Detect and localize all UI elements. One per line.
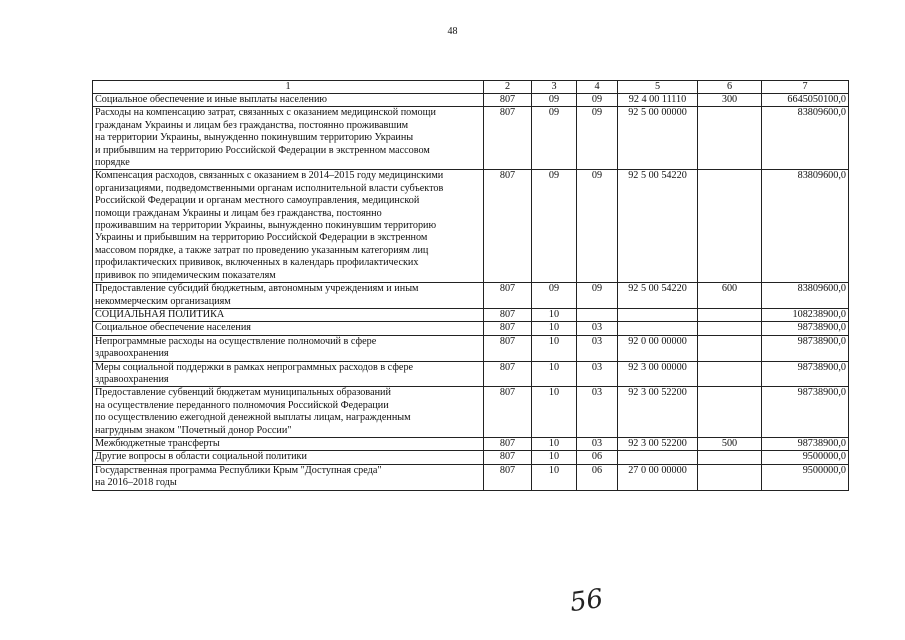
budget-table bbox=[92, 80, 849, 491]
row-col-2-cell: 807 bbox=[484, 308, 532, 321]
row-col-5-cell bbox=[618, 451, 698, 464]
row-col-5-cell: 92 5 00 54220 bbox=[618, 170, 698, 283]
header-col-7: 7 bbox=[762, 81, 849, 94]
row-name-cell: Меры социальной поддержки в рамках непрограммных расходов в сфере здравоохранения bbox=[93, 361, 484, 387]
row-col-4-cell: 03 bbox=[577, 322, 618, 335]
row-col-6-cell: 500 bbox=[698, 437, 762, 450]
row-col-5-cell: 92 3 00 52200 bbox=[618, 437, 698, 450]
header-col-1: 1 bbox=[93, 81, 484, 94]
row-col-3-cell: 10 bbox=[532, 437, 577, 450]
row-col-6-cell bbox=[698, 170, 762, 283]
row-col-2-cell: 807 bbox=[484, 335, 532, 361]
row-col-2-cell: 807 bbox=[484, 107, 532, 170]
table-body bbox=[93, 94, 849, 491]
row-col-7-cell: 98738900,0 bbox=[762, 361, 849, 387]
row-col-6-cell bbox=[698, 361, 762, 387]
row-col-7-cell: 83809600,0 bbox=[762, 107, 849, 170]
row-col-2-cell: 807 bbox=[484, 322, 532, 335]
table-row bbox=[93, 322, 849, 335]
row-col-7-cell: 98738900,0 bbox=[762, 437, 849, 450]
row-col-3-cell: 09 bbox=[532, 283, 577, 309]
row-col-2-cell: 807 bbox=[484, 361, 532, 387]
row-name-cell: Другие вопросы в области социальной политики bbox=[93, 451, 484, 464]
header-col-2: 2 bbox=[484, 81, 532, 94]
row-col-2-cell: 807 bbox=[484, 451, 532, 464]
row-col-2-cell: 807 bbox=[484, 387, 532, 438]
row-col-6-cell: 300 bbox=[698, 94, 762, 107]
row-col-5-cell bbox=[618, 322, 698, 335]
row-col-7-cell: 108238900,0 bbox=[762, 308, 849, 321]
row-col-7-cell: 98738900,0 bbox=[762, 335, 849, 361]
row-col-7-cell: 6645050100,0 bbox=[762, 94, 849, 107]
table-row bbox=[93, 107, 849, 170]
row-col-6-cell bbox=[698, 335, 762, 361]
row-col-4-cell: 09 bbox=[577, 94, 618, 107]
row-col-6-cell bbox=[698, 451, 762, 464]
row-col-4-cell: 03 bbox=[577, 437, 618, 450]
row-col-4-cell bbox=[577, 308, 618, 321]
row-col-2-cell: 807 bbox=[484, 170, 532, 283]
row-col-2-cell: 807 bbox=[484, 464, 532, 490]
row-col-3-cell: 10 bbox=[532, 308, 577, 321]
row-col-2-cell: 807 bbox=[484, 437, 532, 450]
row-col-4-cell: 09 bbox=[577, 170, 618, 283]
page-number: 48 bbox=[447, 26, 458, 37]
row-col-3-cell: 10 bbox=[532, 464, 577, 490]
row-name-cell: Государственная программа Республики Крым "Доступная среда" на 2016–2018 годы bbox=[93, 464, 484, 490]
row-col-4-cell: 09 bbox=[577, 283, 618, 309]
row-col-3-cell: 09 bbox=[532, 170, 577, 283]
row-col-3-cell: 09 bbox=[532, 107, 577, 170]
header-col-5: 5 bbox=[618, 81, 698, 94]
row-col-5-cell: 27 0 00 00000 bbox=[618, 464, 698, 490]
row-col-5-cell bbox=[618, 308, 698, 321]
table-row bbox=[93, 451, 849, 464]
row-col-3-cell: 10 bbox=[532, 361, 577, 387]
row-col-7-cell: 98738900,0 bbox=[762, 322, 849, 335]
handwritten-page-mark: 56 bbox=[568, 583, 606, 619]
row-name-cell: Социальное обеспечение и иные выплаты населению bbox=[93, 94, 484, 107]
table-row bbox=[93, 464, 849, 490]
row-col-6-cell bbox=[698, 107, 762, 170]
row-col-7-cell: 9500000,0 bbox=[762, 464, 849, 490]
row-name-cell: Предоставление субсидий бюджетным, автономным учреждениям и иным некоммерческим организациям bbox=[93, 283, 484, 309]
table-row bbox=[93, 308, 849, 321]
row-col-5-cell: 92 3 00 00000 bbox=[618, 361, 698, 387]
row-col-4-cell: 03 bbox=[577, 361, 618, 387]
table-row bbox=[93, 437, 849, 450]
header-col-3: 3 bbox=[532, 81, 577, 94]
row-col-7-cell: 98738900,0 bbox=[762, 387, 849, 438]
table-row bbox=[93, 335, 849, 361]
table-row bbox=[93, 361, 849, 387]
row-col-7-cell: 83809600,0 bbox=[762, 170, 849, 283]
row-col-5-cell: 92 5 00 54220 bbox=[618, 283, 698, 309]
row-col-2-cell: 807 bbox=[484, 283, 532, 309]
row-col-5-cell: 92 5 00 00000 bbox=[618, 107, 698, 170]
row-name-cell: Межбюджетные трансферты bbox=[93, 437, 484, 450]
row-col-3-cell: 10 bbox=[532, 387, 577, 438]
row-col-5-cell: 92 0 00 00000 bbox=[618, 335, 698, 361]
row-col-3-cell: 10 bbox=[532, 335, 577, 361]
row-col-7-cell: 83809600,0 bbox=[762, 283, 849, 309]
row-name-cell: СОЦИАЛЬНАЯ ПОЛИТИКА bbox=[93, 308, 484, 321]
row-col-6-cell bbox=[698, 387, 762, 438]
row-name-cell: Компенсация расходов, связанных с оказанием в 2014–2015 году медицинскими организациями, подведомственными органам исполнительной власти субъектов Российской Федерации и органам местного самоуправления, медицинской помощи гражданам Украины и лицам без гражданства, постоянно проживавшим на территории Украины, вынужденно покинувшим территорию Украины и прибывшим на территорию Российской Федерации в экстренном массовом порядке, а также затрат по проведению указанным категориям лиц профилактических прививок, включенных в календарь профилактических прививок по эпидемическим показателям bbox=[93, 170, 484, 283]
table-row bbox=[93, 283, 849, 309]
row-col-7-cell: 9500000,0 bbox=[762, 451, 849, 464]
row-col-6-cell bbox=[698, 322, 762, 335]
header-col-6: 6 bbox=[698, 81, 762, 94]
table-row bbox=[93, 170, 849, 283]
row-col-5-cell: 92 4 00 11110 bbox=[618, 94, 698, 107]
table-row bbox=[93, 94, 849, 107]
row-col-6-cell bbox=[698, 308, 762, 321]
row-col-6-cell: 600 bbox=[698, 283, 762, 309]
row-name-cell: Расходы на компенсацию затрат, связанных с оказанием медицинской помощи гражданам Украины и лицам без гражданства, постоянно проживавшим на территории Украины, вынужденно покинувшим территорию Украины и прибывшим на территорию Российской Федерации в экстренном массовом порядке bbox=[93, 107, 484, 170]
row-col-3-cell: 09 bbox=[532, 94, 577, 107]
header-col-4: 4 bbox=[577, 81, 618, 94]
row-col-4-cell: 09 bbox=[577, 107, 618, 170]
row-col-2-cell: 807 bbox=[484, 94, 532, 107]
row-col-4-cell: 06 bbox=[577, 451, 618, 464]
row-col-6-cell bbox=[698, 464, 762, 490]
row-name-cell: Социальное обеспечение населения bbox=[93, 322, 484, 335]
row-col-4-cell: 06 bbox=[577, 464, 618, 490]
table-row bbox=[93, 387, 849, 438]
row-col-5-cell: 92 3 00 52200 bbox=[618, 387, 698, 438]
row-col-4-cell: 03 bbox=[577, 335, 618, 361]
row-col-3-cell: 10 bbox=[532, 451, 577, 464]
row-col-3-cell: 10 bbox=[532, 322, 577, 335]
row-name-cell: Предоставление субвенций бюджетам муниципальных образований на осуществление переданного полномочия Российской Федерации по осуществлению ежегодной денежной выплаты лицам, награжденным нагрудным знаком "Почетный донор России" bbox=[93, 387, 484, 438]
row-name-cell: Непрограммные расходы на осуществление полномочий в сфере здравоохранения bbox=[93, 335, 484, 361]
header-row bbox=[93, 81, 849, 94]
row-col-4-cell: 03 bbox=[577, 387, 618, 438]
